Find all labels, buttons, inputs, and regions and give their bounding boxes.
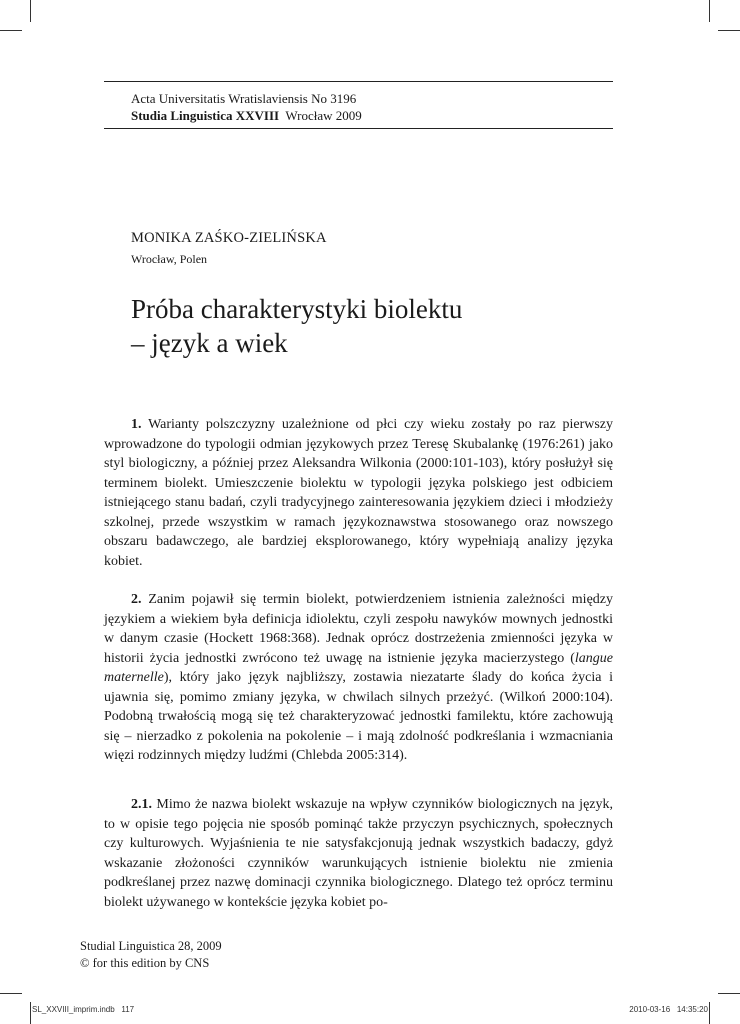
footer-journal: Studial Linguistica 28, 2009 bbox=[80, 939, 222, 953]
crop-mark bbox=[709, 0, 710, 22]
paragraph bbox=[104, 795, 613, 912]
crop-mark bbox=[0, 993, 22, 994]
crop-mark bbox=[718, 993, 740, 994]
paragraph-text: Zanim pojawił się termin biolekt, potwierdzeniem istnienia zależności między językiem a wiekiem była definicja idiolektu, czyli zespołu nawyków mownych jednostki w danym czasie (Hockett 1968:368). Jednak oprócz dostrzeżenia zmienności języka w historii życia jednostki zwrócono też uwagę na istnienie języka macierzystego ( bbox=[104, 592, 613, 666]
section-number: 1. bbox=[131, 417, 142, 432]
crop-mark bbox=[30, 1002, 31, 1024]
journal-name: Acta Universitatis Wratislaviensis No 3196 bbox=[131, 91, 357, 106]
section-2 bbox=[104, 590, 613, 766]
paragraph bbox=[104, 590, 613, 766]
italic-term: langue maternelle bbox=[104, 650, 613, 685]
journal-series: Studia Linguistica XXVIII bbox=[131, 108, 280, 123]
header-rule-top bbox=[104, 81, 613, 82]
journal-header bbox=[131, 90, 362, 124]
print-slug-file: SL_XXVIII_imprim.indb 117 bbox=[32, 1005, 135, 1014]
section-1 bbox=[104, 415, 613, 571]
paragraph-text: Warianty polszczyzny uzależnione od płci czy wieku zostały po raz pierwszy wprowadzone do typologii odmian językowych przez Teresę Skubalankę (1976:261) jako styl biologiczny, a później przez Aleksandra Wilkonia (2000:101-103), który posłużył się terminem biolekt. Umieszczenie biolektu w typologii języka polskiego jest odbiciem istniejącego stanu badań, czyli tradycyjnego zainteresowania językiem dzieci i młodzieży szkolnej, przede wszystkim w ramach językoznawstwa stosowanego oraz nowszego obszaru badawczego, ale bardziej eksplorowanego, który wypełniają analizy języka kobiet. bbox=[104, 417, 614, 569]
paragraph-text: ), który jako język najbliższy, zostawia niezatarte ślady do końca życia i ujawnia się, pomimo zmiany języka, w chwilach silnych przeżyć. (Wilkoń 2000:104). Podobną trwałością mogą się też charakteryzować jednostki familektu, które zachowują się – nierzadko z pokolenia na pokolenie – i mają zdolność podkreślania i wzmacniania więzi rodzinnych między ludźmi (Chlebda 2005:314). bbox=[104, 670, 613, 763]
article-title bbox=[131, 292, 462, 360]
page-footer bbox=[80, 938, 222, 972]
journal-place-year: Wrocław 2009 bbox=[285, 108, 362, 123]
title-line-2: – język a wiek bbox=[131, 328, 288, 358]
print-slug-timestamp: 2010-03-16 14:35:20 bbox=[629, 1005, 708, 1014]
paragraph bbox=[104, 415, 613, 571]
section-2-1 bbox=[104, 795, 613, 912]
section-number: 2.1. bbox=[131, 797, 152, 812]
journal-series-line bbox=[131, 107, 362, 124]
crop-mark bbox=[30, 0, 31, 22]
crop-mark bbox=[0, 30, 22, 31]
author-name: MONIKA ZAŚKO-ZIELIŃSKA bbox=[131, 230, 327, 246]
footer-copyright: © for this edition by CNS bbox=[80, 956, 210, 970]
crop-mark bbox=[718, 30, 740, 31]
header-rule-bottom bbox=[104, 128, 613, 129]
author-affiliation: Wrocław, Polen bbox=[131, 252, 208, 266]
paragraph-text: Mimo że nazwa biolekt wskazuje na wpływ czynników biologicznych na język, to w opisie tego pojęcia nie sposób pominąć także przyczyn psychicznych, społecznych czy kulturowych. Wyjaśnienia te nie satysfakcjonują jednak wszystkich badaczy, gdyż wskazanie złożoności czynników warunkujących istnienie biolektu nie zmienia podkreślanej przez nazwę dominacji czynnika biologicznego. Dlatego też oprócz terminu biolekt używanego w kontekście języka kobiet po- bbox=[104, 797, 614, 910]
section-number: 2. bbox=[131, 592, 142, 607]
crop-mark bbox=[709, 1002, 710, 1024]
title-line-1: Próba charakterystyki biolektu bbox=[131, 294, 463, 324]
